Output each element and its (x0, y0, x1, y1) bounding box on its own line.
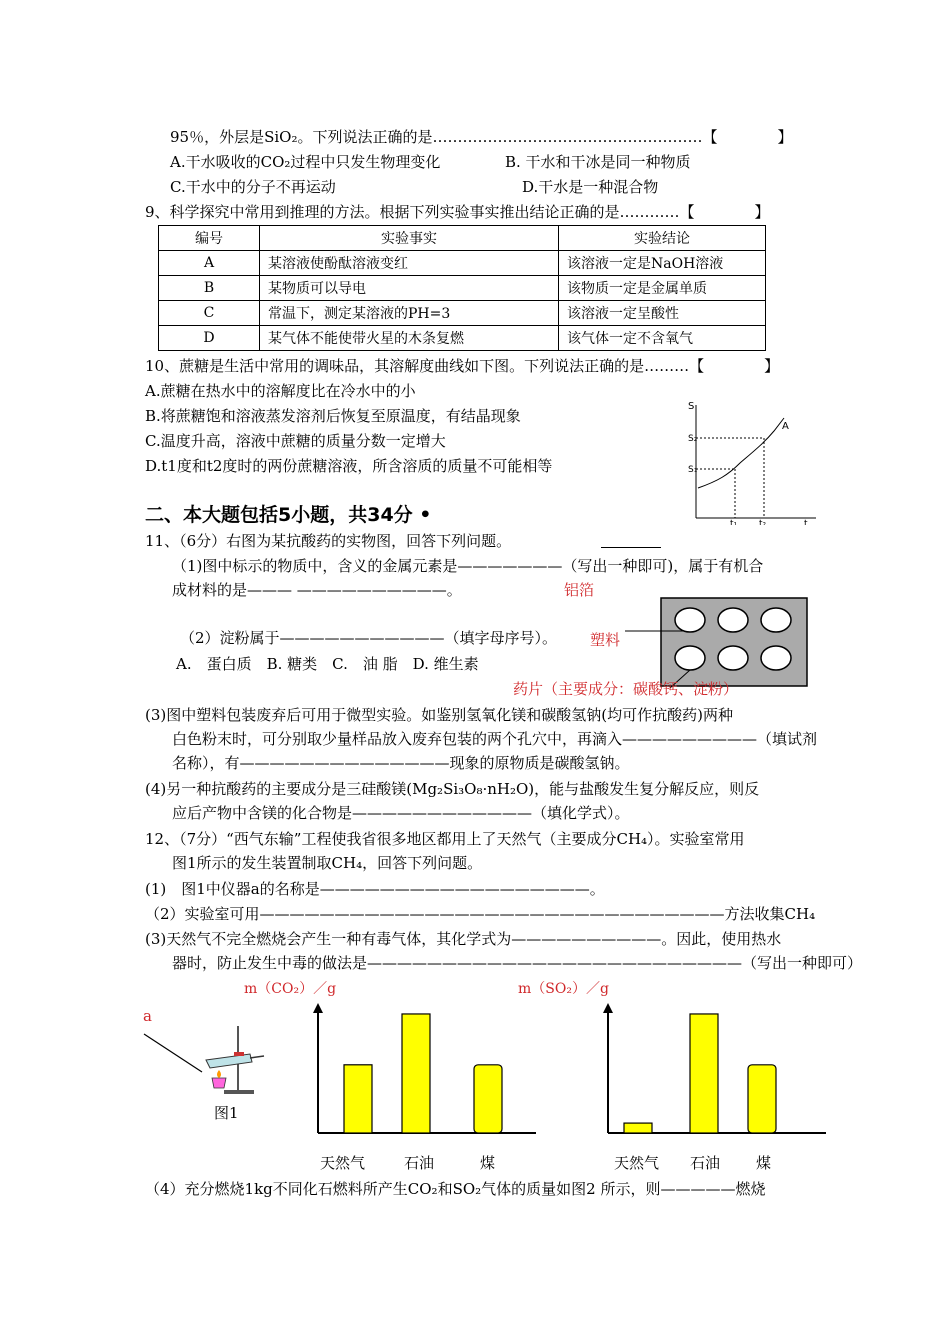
chart2-cat-1: 石油 (690, 1154, 721, 1172)
q11-part2-options: A. 蛋白质 B. 糖类 C. 油 脂 D. 维生素 (176, 655, 479, 673)
q11-part4b: 应后产物中含镁的化合物是————————————（填化学式）。 (172, 804, 630, 822)
fig1-a-label: a (143, 1007, 152, 1025)
q12-part1: (1) 图1中仪器a的名称是——————————————————。 (145, 880, 605, 898)
antacid-package (600, 590, 810, 690)
graph-x-label: t (804, 519, 808, 525)
q11-stem: 11、（6分）右图为某抗酸药的实物图，回答下列问题。 (145, 532, 512, 550)
q11-part3a: (3)图中塑料包装废弃后可用于微型实验。如鉴别氢氧化镁和碳酸氢钠(均可作抗酸药)两种 (145, 706, 733, 724)
q8-option-c: C.干水中的分子不再运动 (170, 178, 336, 196)
label-plastic: 塑料 (590, 631, 621, 649)
q12-stem-b: 图1所示的发生装置制取CH₄，回答下列问题。 (172, 854, 483, 872)
q10-option-d: D.t1度和t2度时的两份蔗糖溶液，所含溶质的质量不可能相等 (145, 457, 553, 475)
q12-part3a: (3)天然气不完全燃烧会产生一种有毒气体，其化学式为——————————。因此，使用热水 (145, 930, 782, 948)
q11-part1b: 成材料的是——— ——————————。 (172, 581, 462, 599)
cell-conclusion: 该溶液一定是NaOH溶液 (559, 251, 766, 276)
chart1-cat-1: 石油 (404, 1154, 435, 1172)
q12-part3b: 器时，防止发生中毒的做法是—————————————————————————（写出一种即可） (172, 954, 863, 972)
q11-part2: （2）淀粉属于———————————（填字母序号）。 (180, 629, 558, 647)
q12-part2: （2）实验室可用———————————————————————————————方法收集CH₄ (145, 905, 816, 923)
co2-bar-chart (300, 995, 540, 1140)
table-row (159, 276, 766, 301)
table-row (159, 326, 766, 351)
q12-stem-a: 12、（7分）“西气东输”工程使我省很多地区都用上了天然气（主要成分CH₄）。实验室常用 (145, 830, 745, 848)
q8-option-d: D.干水是一种混合物 (522, 178, 659, 196)
solubility-curve (698, 418, 784, 488)
chart2-cat-2: 煤 (756, 1154, 772, 1172)
cell-fact: 常温下，测定某溶液的PH=3 (260, 301, 559, 326)
graph-curve-label: A (782, 421, 789, 432)
cell-fact: 某物质可以导电 (260, 276, 559, 301)
solubility-graph (688, 393, 820, 525)
chart1-cat-0: 天然气 (320, 1154, 366, 1172)
col-header-fact: 实验事实 (260, 226, 559, 251)
cell-conclusion: 该气体一定不含氧气 (559, 326, 766, 351)
gas-generation-apparatus (140, 1018, 280, 1098)
graph-t1-label: t₁ (730, 519, 738, 525)
table-row (159, 301, 766, 326)
bar-天然气 (344, 1065, 372, 1133)
q10-option-b: B.将蔗糖饱和溶液蒸发溶剂后恢复至原温度，有结晶现象 (145, 407, 521, 425)
y-axis-arrow (313, 1003, 323, 1013)
chart1-ylabel: m（CO₂）／g (244, 981, 337, 997)
bar-石油 (402, 1014, 430, 1133)
label-tablet: 药片（主要成分：碳酸钙、淀粉） (513, 680, 739, 698)
fig1-label: 图1 (214, 1104, 239, 1122)
q10-option-c: C.温度升高，溶液中蔗糖的质量分数一定增大 (145, 432, 446, 450)
chart2-cat-0: 天然气 (614, 1154, 660, 1172)
cell-conclusion: 该溶液一定呈酸性 (559, 301, 766, 326)
section-title: 二、本大题包括5小题，共34分 • (145, 504, 432, 526)
cell-fact: 某气体不能使带火星的木条复燃 (260, 326, 559, 351)
bar-天然气 (624, 1123, 652, 1133)
graph-y-label: S (688, 401, 695, 412)
q11-part3c: 名称），有——————————————现象的原物质是碳酸氢钠。 (172, 754, 630, 772)
cell-id: D (159, 326, 260, 351)
col-header-conclusion: 实验结论 (559, 226, 766, 251)
q11-part3b: 白色粉末时，可分别取少量样品放入废弃包装的两个孔穴中，再滴入—————————（填试剂 (172, 730, 818, 748)
q12-part4: （4）充分燃烧1kg不同化石燃料所产生CO₂和SO₂气体的质量如图2 所示，则—————燃烧 (145, 1180, 766, 1198)
table-header-row (159, 226, 766, 251)
q10-option-a: A.蔗糖在热水中的溶解度比在冷水中的小 (145, 382, 416, 400)
y-axis-arrow (603, 1003, 613, 1013)
q8-option-b: B. 干水和干冰是同一种物质 (505, 153, 691, 171)
bar-煤 (748, 1065, 776, 1133)
graph-s2-label: S₂ (688, 434, 698, 444)
cell-id: C (159, 301, 260, 326)
cell-id: A (159, 251, 260, 276)
q11-part4a: (4)另一种抗酸药的主要成分是三硅酸镁(Mg₂Si₃O₈·nH₂O)，能与盐酸发生复分解反应，则反 (145, 780, 760, 798)
q8-stem-tail: 95％，外层是SiO₂。下列说法正确的是………………………………………………【 】 (170, 128, 793, 146)
cell-id: B (159, 276, 260, 301)
chart1-cat-2: 煤 (480, 1154, 496, 1172)
q10-stem: 10、蔗糖是生活中常用的调味品，其溶解度曲线如下图。下列说法正确的是………【 】 (145, 357, 780, 375)
label-foil: 铝箔 (564, 581, 595, 599)
q8-option-a: A.干水吸收的CO₂过程中只发生物理变化 (170, 153, 441, 171)
graph-s1-label: S₁ (688, 465, 698, 475)
bar-石油 (690, 1014, 718, 1133)
q9-stem: 9、科学探究中常用到推理的方法。根据下列实验事实推出结论正确的是…………【 】 (145, 203, 770, 221)
cell-conclusion: 该物质一定是金属单质 (559, 276, 766, 301)
col-header-id: 编号 (159, 226, 260, 251)
graph-t2-label: t₂ (759, 519, 767, 525)
q9-table (158, 225, 766, 351)
bar-煤 (474, 1065, 502, 1133)
chart2-ylabel: m（SO₂）／g (518, 981, 609, 997)
divider (601, 547, 661, 548)
so2-bar-chart (590, 995, 830, 1140)
table-row (159, 251, 766, 276)
q11-part1a: （1)图中标示的物质中，含义的金属元素是———————（写出一种即可)，属于有机合 (172, 557, 764, 575)
cell-fact: 某溶液使酚酞溶液变红 (260, 251, 559, 276)
